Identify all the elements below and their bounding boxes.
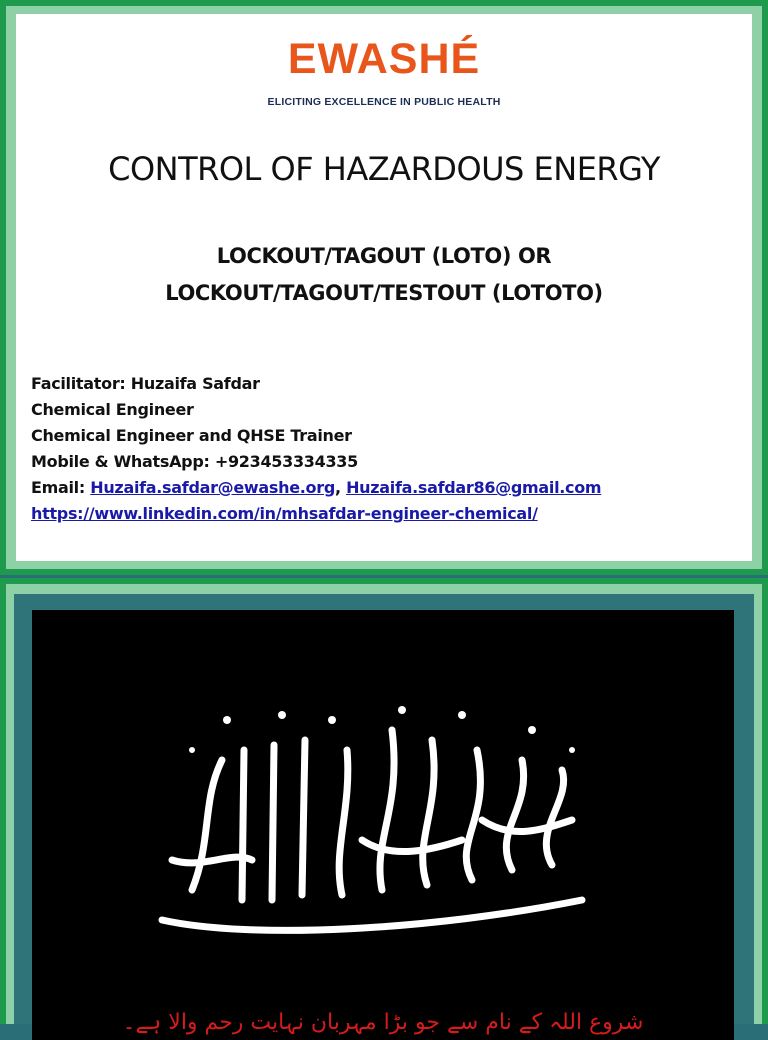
slide-2	[0, 578, 768, 1035]
facilitator-name: Facilitator: Huzaifa Safdar	[31, 374, 260, 393]
facilitator-role-2: Chemical Engineer and QHSE Trainer	[31, 426, 352, 445]
facilitator-info	[31, 371, 601, 527]
subtitle-line-1: LOCKOUT/TAGOUT (LOTO) OR	[216, 244, 552, 268]
bismillah-calligraphy	[132, 690, 602, 960]
brand-tagline: ELICITING EXCELLENCE IN PUBLIC HEALTH	[267, 96, 501, 108]
facilitator-role: Chemical Engineer	[31, 400, 194, 419]
email-link-2[interactable]: Huzaifa.safdar86@gmail.com	[346, 478, 602, 497]
facilitator-mobile: Mobile & WhatsApp: +923453334335	[31, 452, 358, 471]
slide-2-content	[32, 610, 734, 1040]
subtitle-line-2: LOCKOUT/TAGOUT/TESTOUT (LOTOTO)	[165, 281, 603, 305]
urdu-translation: شروع اللہ کے نام سے جو بڑا مہربان نہایت رحم والا ہے۔	[122, 1010, 644, 1035]
page-title: CONTROL OF HAZARDOUS ENERGY	[108, 150, 660, 188]
brand-logo: EWASHÉ	[287, 35, 481, 83]
linkedin-link[interactable]: https://www.linkedin.com/in/mhsafdar-engineer-chemical/	[31, 504, 538, 523]
slide-1-content	[16, 14, 752, 561]
email-separator: ,	[335, 478, 347, 497]
email-link-1[interactable]: Huzaifa.safdar@ewashe.org	[90, 478, 335, 497]
email-label: Email:	[31, 478, 91, 497]
facilitator-email-row	[31, 475, 601, 501]
